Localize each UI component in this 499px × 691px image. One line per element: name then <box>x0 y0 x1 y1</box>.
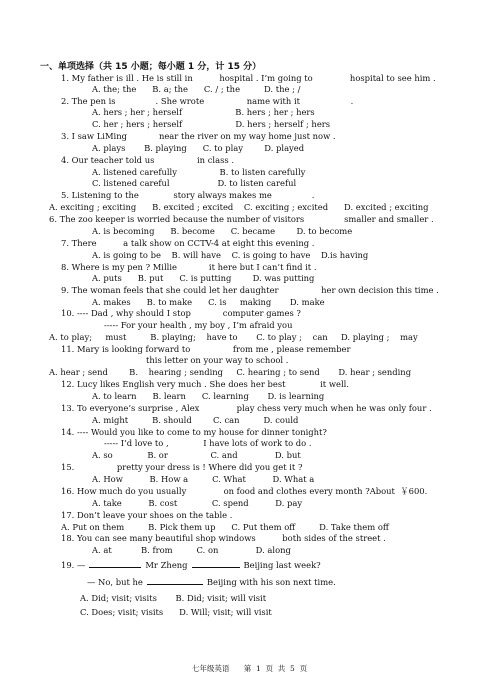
question-19 <box>61 559 321 570</box>
question-14-options: A. so B. or C. and D. but <box>92 450 301 460</box>
question-19-subject: Mr Zheng <box>145 560 188 570</box>
question-18: 18. You can see many beautiful shop windows both sides of the street . <box>61 533 386 543</box>
question-11: 11. Mary is looking forward to from me , please remember <box>61 344 351 354</box>
question-7: 7. There a talk show on CCTV-4 at eight this evening . <box>61 238 315 248</box>
question-19-options-cd: C. Does; visit; visits D. Will; visit; will visit <box>80 607 272 617</box>
question-10-response: ----- For your health , my boy , I’m afraid you <box>104 320 293 330</box>
blank-line <box>192 559 240 568</box>
question-3: 3. I saw LiMing near the river on my way home just now . <box>61 131 336 141</box>
question-19-end: Beijing last week? <box>243 560 321 570</box>
question-9: 9. The woman feels that she could let her daughter her own decision this time . <box>61 285 439 295</box>
question-4-options-cd: C. listened careful D. to listen careful <box>92 178 297 188</box>
question-5-options: A. exciting ; exciting B. excited ; excited C. exciting ; excited D. excited ; exciting <box>49 202 429 212</box>
blank-line <box>147 576 203 585</box>
question-14-response: ----- I’d love to , I have lots of work to do . <box>104 438 312 448</box>
question-13-options: A. might B. should C. can D. could <box>92 415 299 425</box>
question-7-options: A. is going to be B. will have C. is going to have D.is having <box>92 250 369 260</box>
question-15: 15. pretty your dress is ! Where did you get it ? <box>61 462 303 472</box>
question-9-options: A. makes B. to make C. is making D. make <box>92 297 325 307</box>
blank-line <box>89 559 141 568</box>
question-1-options: A. the; the B. a; the C. / ; the D. the ; / <box>92 84 301 94</box>
question-8-options: A. puts B. put C. is putting D. was putting <box>92 273 315 283</box>
question-10: 10. ---- Dad , why should I stop computer games ? <box>61 308 301 318</box>
question-12: 12. Lucy likes English very much . She does her best it well. <box>61 379 349 389</box>
question-6: 6. The zoo keeper is worried because the number of visitors smaller and smaller . <box>49 214 434 224</box>
question-17-options: A. Put on them B. Pick them up C. Put them off D. Take them off <box>61 522 389 532</box>
question-12-options: A. to learn B. learn C. learning D. is learning <box>92 391 325 401</box>
section-title: 一、单项选择（共 15 小题；每小题 1 分，计 15 分） <box>40 62 262 72</box>
question-4: 4. Our teacher told us in class . <box>61 155 235 165</box>
question-2: 2. The pen is . She wrote name with it . <box>61 96 354 106</box>
question-1: 1. My father is ill . He is still in hospital . I’m going to hospital to see him . <box>61 73 436 83</box>
question-4-options-ab: A. listened carefully B. to listen carefully <box>92 167 306 177</box>
question-18-options: A. at B. from C. on D. along <box>92 545 291 555</box>
question-10-options: A. to play; must B. playing; have to C. to play ; can D. playing ; may <box>49 332 418 342</box>
question-19-reply-end: Beijing with his son next time. <box>206 577 336 587</box>
question-14: 14. ---- Would you like to come to my house for dinner tonight? <box>61 427 327 437</box>
question-11-continued: this letter on your way to school . <box>146 355 289 365</box>
question-11-options: A. hear ; send B. hearing ; sending C. hearing ; to send D. hear ; sending <box>49 367 412 377</box>
question-16-options: A. take B. cost C. spend D. pay <box>92 498 303 508</box>
question-19-options-ab: A. Did; visit; visits B. Did; visit; will visit <box>80 593 267 603</box>
question-16: 16. How much do you usually on food and clothes every month ?About ￥600. <box>61 486 428 496</box>
question-19-number: 19. — <box>61 560 86 570</box>
question-15-options: A. How B. How a C. What D. What a <box>92 474 315 484</box>
page-footer: 七年级英语 第 1 页 共 5 页 <box>191 664 308 673</box>
question-17: 17. Don’t leave your shoes on the table . <box>61 510 233 520</box>
question-6-options: A. is becoming B. become C. became D. to become <box>92 226 353 236</box>
question-8: 8. Where is my pen ? Millie it here but I can’t find it . <box>61 262 317 272</box>
question-19-reply-start: — No, but he <box>87 577 143 587</box>
question-13: 13. To everyone’s surprise , Alex play chess very much when he was only four . <box>61 403 432 413</box>
question-5: 5. Listening to the story always makes me . <box>61 190 315 200</box>
question-19-reply <box>87 576 336 587</box>
question-2-options-cd: C. her ; hers ; herself D. hers ; herself ; hers <box>92 119 331 129</box>
question-2-options-ab: A. hers ; her ; herself B. hers ; her ; hers <box>92 107 315 117</box>
question-3-options: A. plays B. playing C. to play D. played <box>92 143 305 153</box>
